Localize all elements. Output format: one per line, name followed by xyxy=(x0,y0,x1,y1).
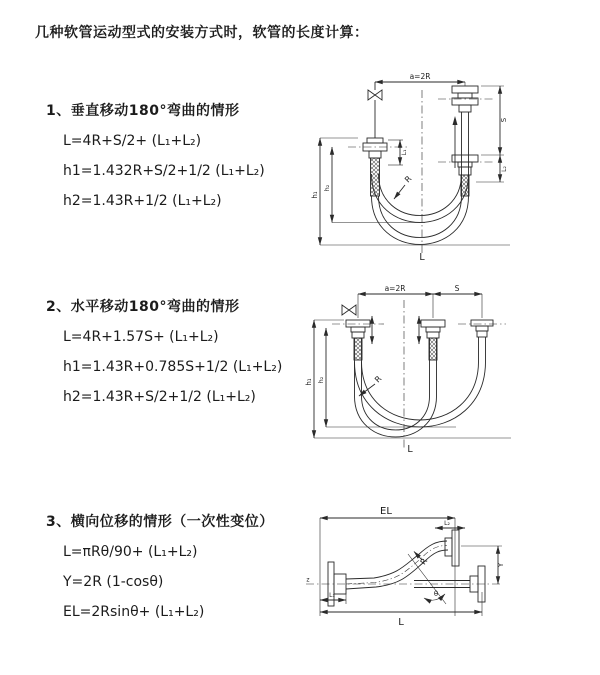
movement-arrow xyxy=(453,116,458,125)
dim-label-l2: L₂ xyxy=(444,520,450,527)
page-title: 几种软管运动型式的安装方式时，软管的长度计算： xyxy=(35,25,369,41)
dim-label-h2: h₂ xyxy=(323,184,331,192)
formula-h2: h2=1.43R+S/2+1/2 (L₁+L₂) xyxy=(63,389,256,405)
radius-label: R xyxy=(403,174,414,185)
dim-label-s: S xyxy=(500,117,508,123)
dim-label-h1: h₁ xyxy=(305,378,313,386)
formula-length: L=4R+S/2+ (L₁+L₂) xyxy=(63,133,202,149)
formula-length: L=4R+1.57S+ (L₁+L₂) xyxy=(63,329,219,345)
dim-label-h2: h₂ xyxy=(317,376,325,384)
dim-label-l2: L₂ xyxy=(501,166,508,172)
section-vertical-movement xyxy=(46,100,326,223)
moving-end-fitting-pos2 xyxy=(471,320,493,337)
formula-length: L=πRθ/90+ (L₁+L₂) xyxy=(63,544,198,560)
formula-h2: h2=1.43R+1/2 (L₁+L₂) xyxy=(63,193,222,209)
vertical-180-bend-diagram xyxy=(310,70,538,262)
section-horizontal-movement xyxy=(46,296,326,419)
hose-s-curve-drawing xyxy=(306,518,503,616)
formula-h1: h1=1.43R+0.785S+1/2 (L₁+L₂) xyxy=(63,359,283,375)
length-label: L xyxy=(407,444,413,455)
radius-label: R xyxy=(373,374,384,385)
length-label: L xyxy=(398,617,404,628)
formula-h1: h1=1.432R+S/2+1/2 (L₁+L₂) xyxy=(63,163,265,179)
valve-icon xyxy=(368,90,382,100)
right-end-fitting-lower xyxy=(452,155,478,196)
dim-label-y: Y xyxy=(497,562,505,568)
dim-label-l1: L₁ xyxy=(329,592,335,599)
hose-u-bend-drawing xyxy=(320,82,510,253)
radius-label: R xyxy=(418,556,430,567)
section-2-heading: 2、水平移动180°弯曲的情形 xyxy=(46,299,240,315)
centerline-mark: z xyxy=(306,576,310,584)
moving-end-fitting-pos1 xyxy=(421,320,445,360)
dim-label-span: a=2R xyxy=(384,284,406,293)
dim-label-s: S xyxy=(454,284,460,293)
displaced-end-flange xyxy=(445,530,459,566)
angle-label: θ xyxy=(433,590,439,598)
section-3-heading: 3、横向位移的情形（一次性变位） xyxy=(46,514,274,530)
section-1-heading: 1、垂直移动180°弯曲的情形 xyxy=(46,103,240,119)
fixed-end-fitting xyxy=(346,320,370,360)
length-label: L xyxy=(419,252,425,263)
horizontal-180-bend-diagram xyxy=(306,280,551,458)
dim-label-h1: h₁ xyxy=(311,191,319,199)
dim-label-l1: L₁ xyxy=(401,149,408,156)
section-lateral-displacement xyxy=(46,511,326,634)
valve-icon xyxy=(342,305,356,315)
formula-y: Y=2R (1-cosθ) xyxy=(63,574,164,590)
lateral-displacement-diagram xyxy=(298,494,566,656)
dim-label-span: a=2R xyxy=(409,72,431,81)
dim-label-el: EL xyxy=(380,506,392,517)
formula-el: EL=2Rsinθ+ (L₁+L₂) xyxy=(63,604,205,620)
hose-u-bend-drawing xyxy=(314,294,511,450)
